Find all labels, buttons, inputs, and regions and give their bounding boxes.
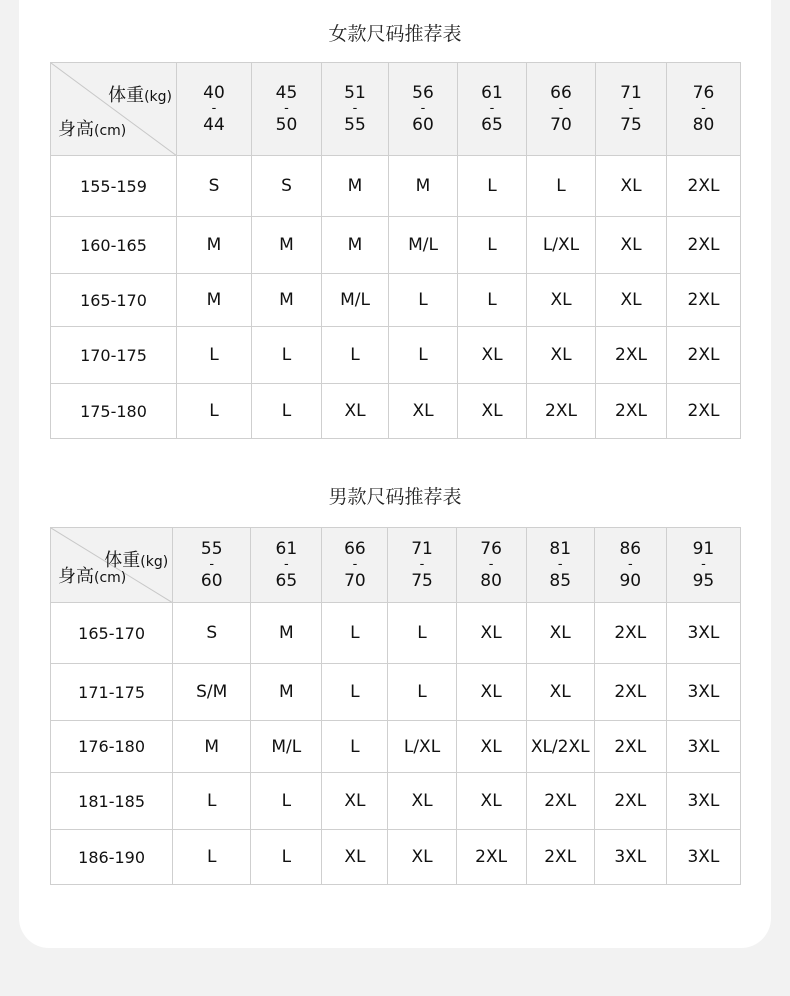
- size-cell: S: [252, 156, 322, 217]
- weight-range-header: [252, 63, 322, 156]
- weight-min: 71: [620, 83, 642, 103]
- weight-range-header: [388, 528, 456, 603]
- size-cell: M: [177, 274, 252, 327]
- size-cell: XL: [456, 721, 526, 773]
- height-range-cell: 165-170: [51, 603, 173, 664]
- size-cell: XL: [456, 773, 526, 830]
- weight-min: 56: [412, 83, 434, 103]
- range-dash: -: [352, 557, 358, 572]
- weight-min: 61: [481, 83, 503, 103]
- weight-range-header: [322, 528, 388, 603]
- range-dash: -: [628, 101, 634, 116]
- weight-max: 95: [692, 571, 715, 591]
- size-cell: L: [322, 664, 388, 721]
- size-cell: 2XL: [456, 830, 526, 885]
- weight-max: 50: [275, 115, 298, 135]
- height-axis-label: 身高(cm): [58, 119, 127, 140]
- size-cell: XL: [322, 773, 388, 830]
- weight-max: 65: [275, 571, 298, 591]
- women-size-chart-title: 女款尺码推荐表: [328, 23, 462, 45]
- size-cell: L: [252, 327, 322, 384]
- size-cell: M/L: [251, 721, 322, 773]
- weight-max: 44: [203, 115, 225, 135]
- size-cell: L: [527, 156, 596, 217]
- size-cell: L: [388, 603, 456, 664]
- size-cell: XL: [389, 384, 458, 439]
- weight-min: 55: [200, 539, 223, 559]
- size-cell: L/XL: [527, 217, 596, 274]
- weight-min: 91: [692, 539, 715, 559]
- size-cell: 3XL: [666, 603, 740, 664]
- size-cell: L: [251, 773, 322, 830]
- size-cell: L: [252, 384, 322, 439]
- size-cell: S/M: [173, 664, 251, 721]
- size-cell: S: [173, 603, 251, 664]
- size-cell: L: [177, 384, 252, 439]
- size-cell: XL/2XL: [526, 721, 594, 773]
- height-range-cell: 171-175: [51, 664, 173, 721]
- size-cell: M: [252, 274, 322, 327]
- table-row: [51, 274, 741, 327]
- size-cell: XL: [322, 830, 388, 885]
- weight-max: 55: [344, 115, 366, 135]
- weight-min: 61: [275, 539, 298, 559]
- table-row: [51, 603, 741, 664]
- height-range-cell: 186-190: [51, 830, 173, 885]
- size-cell: M/L: [389, 217, 458, 274]
- range-dash: -: [419, 557, 425, 572]
- size-cell: 3XL: [666, 664, 740, 721]
- size-cell: M: [251, 603, 322, 664]
- height-range-cell: 155-159: [51, 156, 177, 217]
- range-dash: -: [283, 557, 289, 572]
- size-cell: 2XL: [667, 384, 741, 439]
- weight-min: 76: [480, 539, 502, 559]
- size-cell: L: [251, 830, 322, 885]
- weight-max: 70: [550, 115, 572, 135]
- size-cell: L: [322, 721, 388, 773]
- weight-max: 70: [344, 571, 366, 591]
- men-size-chart: [50, 527, 741, 885]
- size-cell: XL: [596, 156, 667, 217]
- range-dash: -: [558, 101, 564, 116]
- weight-range-header: [527, 63, 596, 156]
- size-cell: L: [458, 156, 527, 217]
- size-cell: XL: [322, 384, 389, 439]
- size-cell: 2XL: [667, 217, 741, 274]
- height-range-cell: 160-165: [51, 217, 177, 274]
- size-cell: L: [322, 603, 388, 664]
- table-row: [51, 217, 741, 274]
- weight-range-header: [666, 528, 740, 603]
- table-row: [51, 773, 741, 830]
- men-size-chart-title: 男款尺码推荐表: [328, 486, 462, 508]
- height-range-cell: 170-175: [51, 327, 177, 384]
- size-cell: XL: [388, 830, 456, 885]
- weight-max: 80: [692, 115, 715, 135]
- weight-range-header: [389, 63, 458, 156]
- size-cell: 2XL: [667, 274, 741, 327]
- range-dash: -: [557, 557, 563, 572]
- table-row: [51, 721, 741, 773]
- weight-min: 76: [692, 83, 715, 103]
- weight-max: 60: [412, 115, 434, 135]
- weight-range-header: [456, 528, 526, 603]
- size-cell: XL: [526, 603, 594, 664]
- range-dash: -: [701, 101, 706, 116]
- size-cell: XL: [388, 773, 456, 830]
- size-cell: XL: [596, 274, 667, 327]
- table-row: [51, 384, 741, 439]
- size-cell: 2XL: [594, 603, 666, 664]
- size-cell: L: [173, 830, 251, 885]
- size-cell: XL: [458, 327, 527, 384]
- size-cell: L: [389, 274, 458, 327]
- size-cell: M: [322, 156, 389, 217]
- weight-range-header: [322, 63, 389, 156]
- range-dash: -: [420, 101, 426, 116]
- range-dash: -: [209, 557, 215, 572]
- size-cell: S: [177, 156, 252, 217]
- height-range-cell: 165-170: [51, 274, 177, 327]
- size-cell: M: [251, 664, 322, 721]
- size-cell: 2XL: [526, 830, 594, 885]
- size-cell: L/XL: [388, 721, 456, 773]
- size-cell: L: [388, 664, 456, 721]
- size-cell: 2XL: [667, 156, 741, 217]
- range-dash: -: [489, 101, 495, 116]
- weight-range-header: [526, 528, 594, 603]
- size-cell: 2XL: [526, 773, 594, 830]
- weight-min: 66: [550, 83, 572, 103]
- weight-header-row: [51, 63, 741, 156]
- size-cell: XL: [458, 384, 527, 439]
- weight-min: 40: [203, 83, 225, 103]
- corner-header-cell: [51, 63, 177, 156]
- table-row: [51, 156, 741, 217]
- size-cell: 2XL: [594, 721, 666, 773]
- size-cell: 2XL: [527, 384, 596, 439]
- women-size-chart: [50, 62, 741, 439]
- weight-max: 60: [200, 571, 223, 591]
- size-cell: M: [252, 217, 322, 274]
- weight-range-header: [667, 63, 741, 156]
- weight-range-header: [596, 63, 667, 156]
- weight-min: 86: [619, 539, 642, 559]
- size-cell: 2XL: [667, 327, 741, 384]
- weight-min: 81: [549, 539, 572, 559]
- diagonal-divider: [51, 63, 177, 156]
- table-row: [51, 664, 741, 721]
- weight-axis-label: 体重(kg): [104, 550, 169, 571]
- size-cell: 3XL: [666, 721, 740, 773]
- weight-axis-label: 体重(kg): [108, 85, 172, 106]
- weight-min: 51: [344, 83, 366, 103]
- range-dash: -: [284, 101, 289, 116]
- size-cell: M: [173, 721, 251, 773]
- weight-min: 66: [344, 539, 366, 559]
- height-range-cell: 181-185: [51, 773, 173, 830]
- size-cell: L: [458, 274, 527, 327]
- weight-max: 75: [411, 571, 433, 591]
- corner-header-cell: [51, 528, 173, 603]
- size-cell: 2XL: [596, 327, 667, 384]
- size-cell: XL: [456, 664, 526, 721]
- size-cell: XL: [526, 664, 594, 721]
- size-cell: L: [389, 327, 458, 384]
- size-cell: XL: [596, 217, 667, 274]
- range-dash: -: [627, 557, 633, 572]
- size-cell: XL: [456, 603, 526, 664]
- size-cell: M/L: [322, 274, 389, 327]
- size-cell: 2XL: [594, 773, 666, 830]
- size-cell: M: [389, 156, 458, 217]
- height-axis-label: 身高(cm): [58, 566, 127, 587]
- range-dash: -: [211, 101, 217, 116]
- size-cell: L: [322, 327, 389, 384]
- size-cell: L: [177, 327, 252, 384]
- size-cell: 2XL: [594, 664, 666, 721]
- weight-max: 80: [480, 571, 502, 591]
- size-cell: XL: [527, 327, 596, 384]
- weight-range-header: [251, 528, 322, 603]
- weight-range-header: [173, 528, 251, 603]
- weight-range-header: [594, 528, 666, 603]
- range-dash: -: [488, 557, 494, 572]
- height-range-cell: 175-180: [51, 384, 177, 439]
- weight-header-row: [51, 528, 741, 603]
- size-cell: 2XL: [596, 384, 667, 439]
- size-cell: 3XL: [594, 830, 666, 885]
- weight-max: 85: [549, 571, 572, 591]
- size-cell: L: [173, 773, 251, 830]
- size-cell: 3XL: [666, 830, 740, 885]
- size-cell: M: [177, 217, 252, 274]
- size-cell: L: [458, 217, 527, 274]
- height-range-cell: 176-180: [51, 721, 173, 773]
- weight-range-header: [458, 63, 527, 156]
- weight-min: 45: [275, 83, 298, 103]
- range-dash: -: [701, 557, 706, 572]
- weight-max: 75: [620, 115, 642, 135]
- weight-max: 65: [481, 115, 503, 135]
- size-cell: M: [322, 217, 389, 274]
- size-cell: 3XL: [666, 773, 740, 830]
- range-dash: -: [352, 101, 358, 116]
- size-cell: XL: [527, 274, 596, 327]
- weight-max: 90: [619, 571, 642, 591]
- table-row: [51, 830, 741, 885]
- table-row: [51, 327, 741, 384]
- weight-min: 71: [411, 539, 433, 559]
- weight-range-header: [177, 63, 252, 156]
